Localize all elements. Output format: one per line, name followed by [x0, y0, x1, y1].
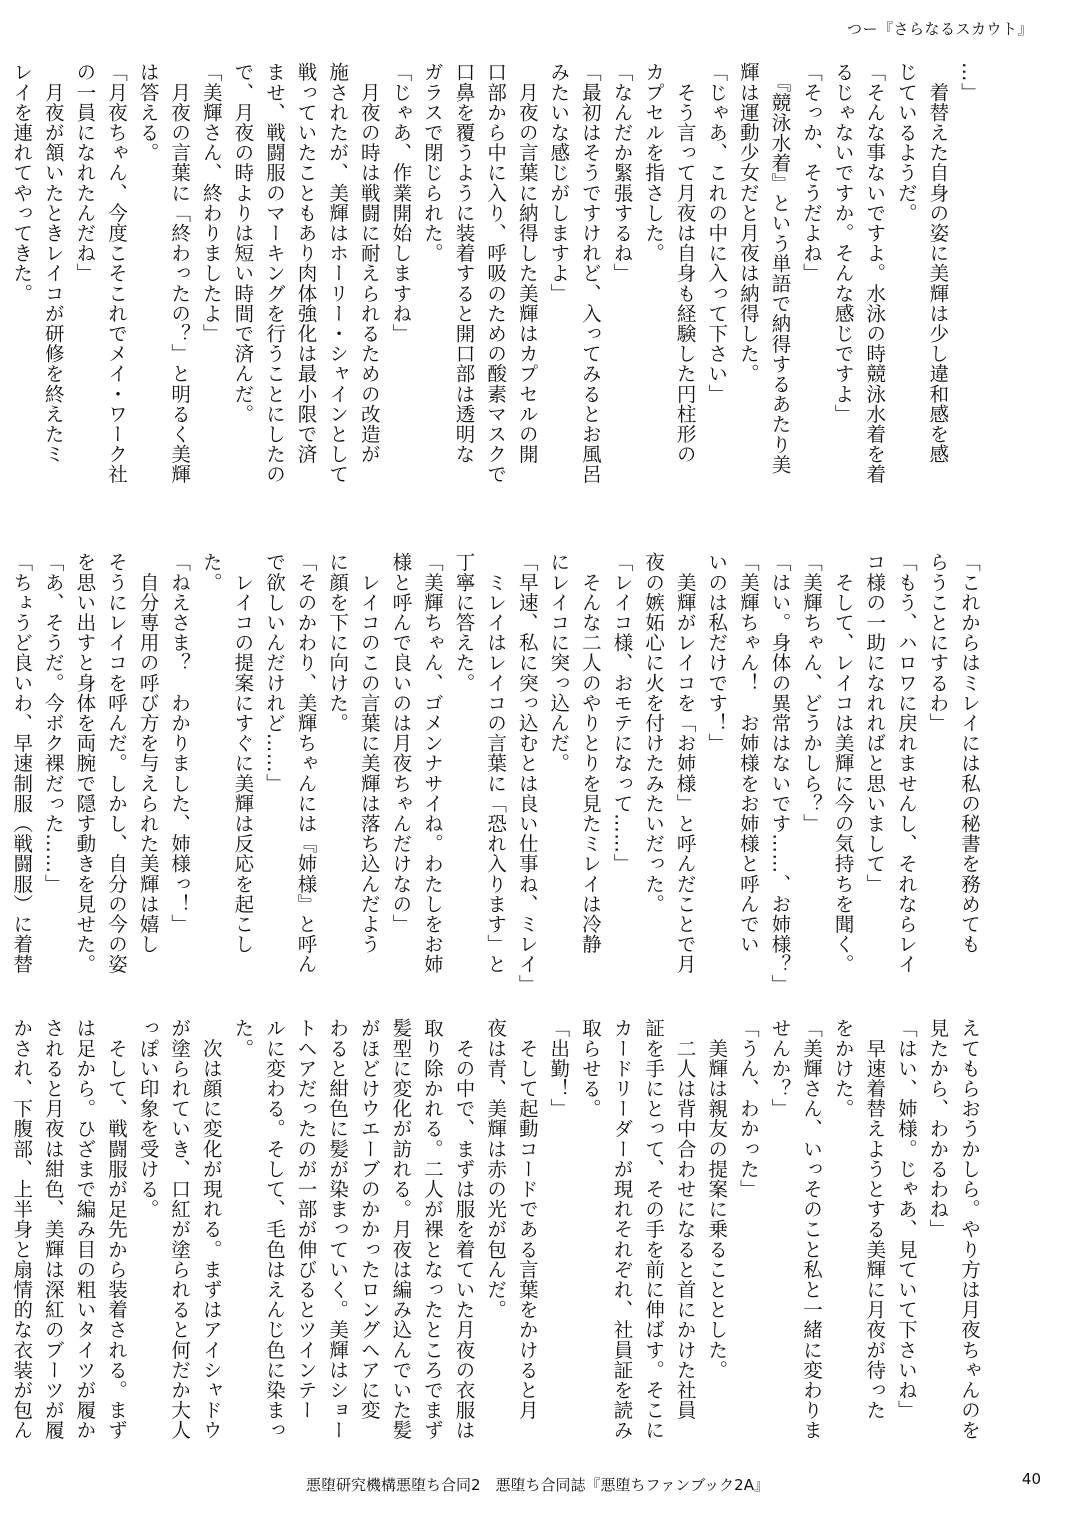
text-line: 夜の嫉妬心に火を付けたみたいだった。: [642, 552, 666, 914]
text-line: 夜は青、美輝は赤の光が包んだ。: [484, 1018, 508, 1320]
text-line: 「これからはミレイには私の秘書を務めても: [958, 552, 981, 954]
text-line: ませ、戦闘服のマーキングを行うことにしたの: [262, 62, 286, 485]
text-line: 見たから、わかるわね」: [926, 1018, 950, 1240]
text-line: た。: [231, 1018, 255, 1059]
text-line: みたいな感じがしますよ」: [547, 62, 571, 304]
footer-publication-title: 悪堕研究機構悪堕ち合同2 悪堕ち合同誌『悪堕ちファンブック2A』: [305, 1476, 769, 1494]
text-line: ルに変わる。そして、毛色はえんじ色に染まっ: [262, 1018, 286, 1441]
text-line: 口部から中に入り、呼吸のための酸素マスクで: [484, 62, 508, 485]
text-line: 二人は背中合わせになると首にかけた社員: [673, 1018, 697, 1420]
text-line: えてもらおうかしら。やり方は月夜ちゃんのを: [958, 1018, 981, 1441]
text-line: 様と呼んで良いのは月夜ちゃんだけなの」: [389, 552, 413, 934]
text-line: じているようだ。: [894, 62, 918, 223]
text-line: が塗られていき、口紅が塗られると何だか大人: [168, 1018, 192, 1441]
text-line: 「ちょうど良いわ、早速制服（戦闘服）に着替: [10, 552, 34, 975]
text-line: せんか？」: [768, 1018, 792, 1119]
text-line: 「なんだか緊張するね」: [610, 62, 634, 284]
text-line: そう言って月夜は自身も経験した円柱形の: [673, 62, 697, 464]
text-line: 月夜が頷いたときレイコが研修を終えたミ: [41, 62, 65, 464]
text-line: 「美輝ちゃん、ゴメンナサイね。わたしをお姉: [420, 552, 444, 975]
text-block-upper: [10, 62, 985, 527]
text-line: 髪型に変化が訪れる。月夜は編み込んでいた髪: [389, 1018, 413, 1441]
text-line: ミレイはレイコの言葉に「恐れ入ります」と: [484, 552, 508, 975]
text-line: 「最初はそうですけれど、入ってみるとお風呂: [578, 62, 602, 485]
text-line: コ様の一助になれればと思いまして」: [863, 552, 887, 894]
text-line: レイを連れてやってきた。: [10, 62, 34, 304]
text-line: されると月夜は紺色、美輝は深紅のブーツが履: [41, 1018, 65, 1441]
text-line: 「美輝さん、終わりましたよ」: [199, 62, 223, 344]
text-line: 「出勤！」: [547, 1018, 571, 1119]
text-line: 自分専用の呼び方を与えられた美輝は嬉し: [136, 552, 160, 954]
text-line: は答える。: [136, 62, 160, 163]
text-line: そうにレイコを呼んだ。しかし、自分の今の姿: [104, 552, 128, 975]
text-line: 月夜の言葉に納得した美輝はカプセルの開: [515, 62, 539, 464]
text-line: を思い出すと身体を両腕で隠す動きを見せた。: [73, 552, 97, 975]
text-line: 丁寧に答えた。: [452, 552, 476, 693]
text-line: 施されたが、美輝はホーリー・シャインとして: [326, 62, 350, 485]
text-line: 「もう、ハロワに戻れませんし、それならレイ: [894, 552, 918, 975]
text-line: …」: [958, 62, 981, 103]
text-line: 「じゃあ、作業開始しますね」: [389, 62, 413, 344]
text-line: 「レイコ様、おモテになって……」: [610, 552, 634, 874]
text-line: で、月夜の時よりは短い時間で済んだ。: [231, 62, 255, 424]
text-line: をかけた。: [831, 1018, 855, 1119]
page-number: 40: [1021, 1470, 1041, 1488]
text-line: かされ、下腹部、上半身と扇情的な衣装が包ん: [10, 1018, 34, 1441]
text-line: 「月夜ちゃん、今度こそこれでメイ・ワーク社: [104, 62, 128, 485]
text-line: いのは私だけです！」: [705, 552, 729, 753]
text-line: 「あ、そうだ。今ボク裸だった……」: [41, 552, 65, 894]
text-line: そして起動コードである言葉をかけると月: [515, 1018, 539, 1420]
text-line: は足から。ひざまで編み目の粗いタイツが履か: [73, 1018, 97, 1441]
text-block-middle: [10, 552, 985, 1000]
text-block-lower: [10, 1018, 985, 1458]
text-line: にレイコに突っ込んだ。: [547, 552, 571, 774]
text-line: そんな二人のやりとりを見たミレイは冷静: [578, 552, 602, 954]
text-line: 「早速、私に突っ込むとは良い仕事ね、ミレイ」: [515, 552, 539, 995]
text-line: 早速着替えようとする美輝に月夜が待った: [863, 1018, 887, 1420]
text-line: た。: [199, 552, 223, 593]
text-line: 「はい。身体の異常はないです……、お姉様？」: [768, 552, 792, 995]
text-line: そして、レイコは美輝に今の気持ちを聞く。: [831, 552, 855, 975]
text-line: 月夜の言葉に「終わったの？」と明るく美輝: [168, 62, 192, 485]
text-line: わると紺色に髪が染まっていく。美輝はショー: [326, 1018, 350, 1441]
text-line: 「そのかわり、美輝ちゃんには『姉様』と呼ん: [294, 552, 318, 975]
text-line: 取り除かれる。二人が裸となったところでまず: [420, 1018, 444, 1441]
text-line: っぽい印象を受ける。: [136, 1018, 160, 1219]
text-line: レイコのこの言葉に美輝は落ち込んだよう: [357, 552, 381, 954]
text-line: 「美輝ちゃん！ お姉様をお姉様と呼んでい: [736, 552, 760, 954]
running-header-title: つー『さらなるスカウト』: [846, 20, 1033, 38]
text-line: 戦っていたこともあり肉体強化は最小限で済: [294, 62, 318, 464]
text-line: トヘアだったのが一部が伸びるとツインテー: [294, 1018, 318, 1420]
text-line: 「そっか、そうだよね」: [800, 62, 824, 284]
text-line: 取らせる。: [578, 1018, 602, 1119]
text-line: がほどけウエーブのかかったロングヘアに変: [357, 1018, 381, 1420]
text-line: 美輝がレイコを「お姉様」と呼んだことで月: [673, 552, 697, 975]
text-line: 『競泳水着』という単語で納得するあたり美: [768, 62, 792, 475]
text-line: 「ねえさま？ わかりました、姉様っ！」: [168, 552, 192, 934]
text-line: に顔を下に向けた。: [326, 552, 350, 733]
text-line: レイコの提案にすぐに美輝は反応を起こし: [231, 552, 255, 954]
text-line: 着替えた自身の姿に美輝は少し違和感を感: [926, 62, 950, 464]
text-line: 証を手にとって、その手を前に伸ばす。そこに: [642, 1018, 666, 1441]
text-line: 美輝は親友の提案に乗ることとした。: [705, 1018, 729, 1380]
text-line: 「美輝さん、いっそのこと私と一緒に変わりま: [800, 1018, 824, 1441]
text-line: 月夜の時は戦闘に耐えられるための改造が: [357, 62, 381, 464]
text-line: カードリーダーが現れそれぞれ、社員証を読み: [610, 1018, 634, 1441]
text-line: 次は顔に変化が現れる。まずはアイシャドウ: [199, 1018, 223, 1441]
text-line: の一員になれたんだね」: [73, 62, 97, 284]
text-line: ガラスで閉じられた。: [420, 62, 444, 263]
text-line: 「じゃあ、これの中に入って下さい」: [705, 62, 729, 404]
text-line: 「うん、わかった」: [736, 1018, 760, 1199]
text-line: そして、戦闘服が足先から装着される。まず: [104, 1018, 128, 1441]
text-line: らうことにするわ」: [926, 552, 950, 733]
text-line: その中で、まずは服を着ていた月夜の衣服は: [452, 1018, 476, 1441]
text-line: るじゃないですか。そんな感じですよ」: [831, 62, 855, 424]
text-line: カプセルを指さした。: [642, 62, 666, 263]
text-line: 「美輝ちゃん、どうかしら？」: [800, 552, 824, 834]
text-line: 口鼻を覆うように装着すると開口部は透明な: [452, 62, 476, 464]
text-line: で欲しいんだけれど……」: [262, 552, 286, 794]
text-line: 輝は運動少女だと月夜は納得した。: [736, 62, 760, 384]
text-line: 「はい、姉様。じゃあ、見ていて下さいね」: [894, 1018, 918, 1420]
text-line: 「そんな事ないですよ。水泳の時競泳水着を着: [863, 62, 887, 485]
